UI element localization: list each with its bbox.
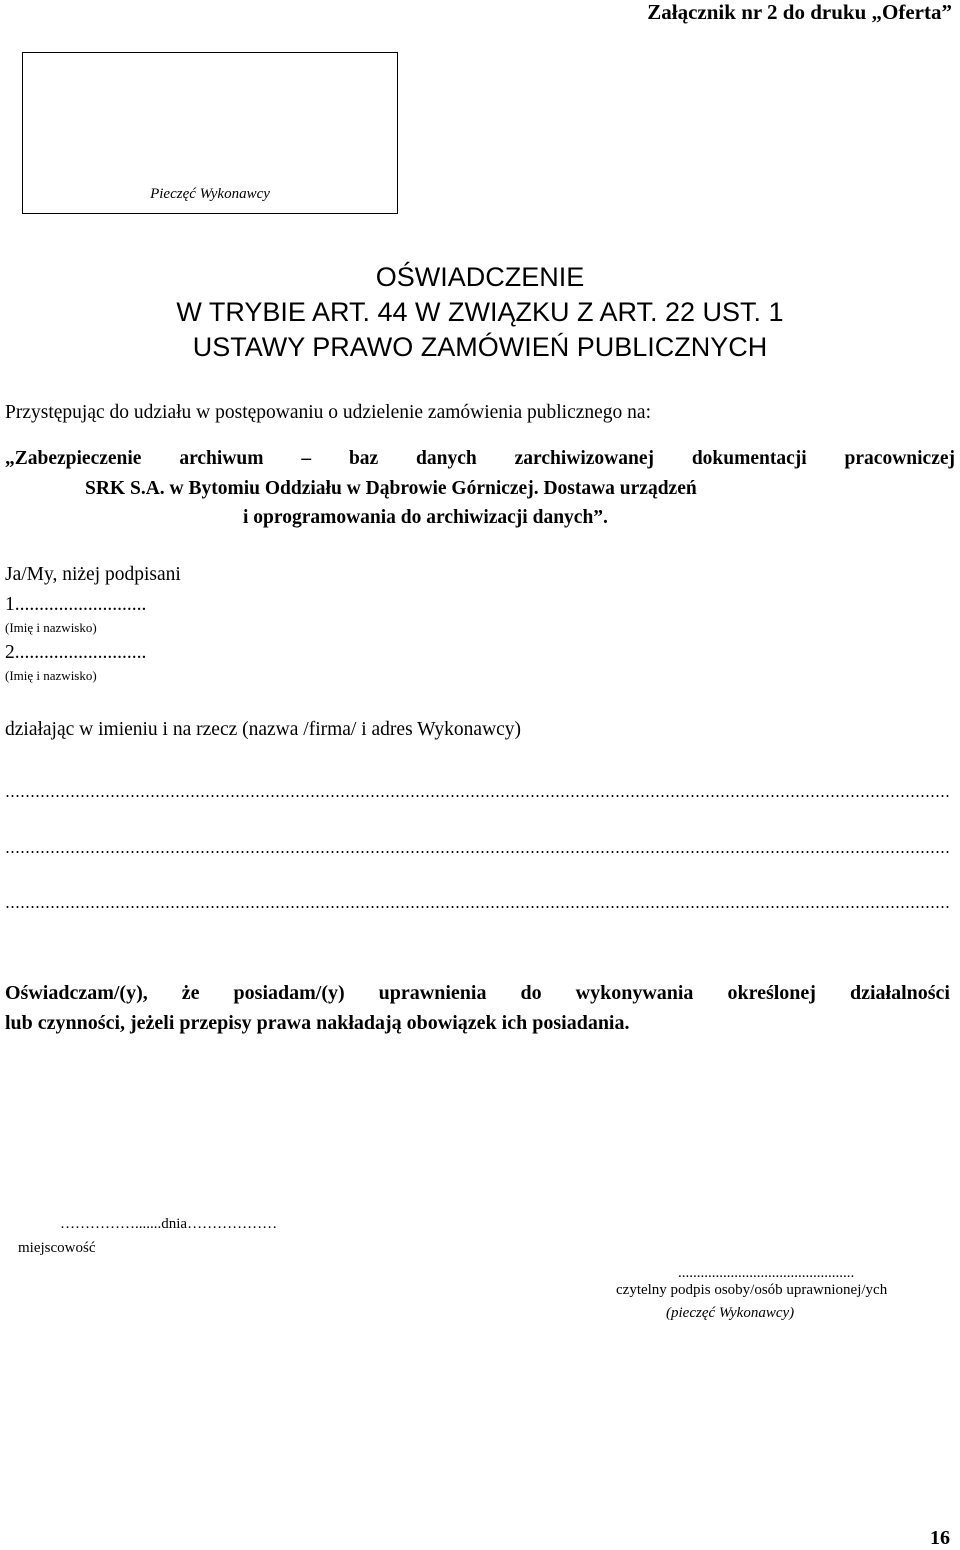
contractor-name-line-1[interactable] [5,795,950,797]
contractor-stamp-box [22,52,398,214]
signatory-2-field[interactable]: 2........................... [5,642,147,663]
signatory-1-field[interactable]: 1........................... [5,594,147,615]
document-title: OŚWIADCZENIE [375,262,585,292]
procurement-subject-line3: i oprogramowania do archiwizacji danych”. [243,507,608,528]
stamp-label: Pieczęć Wykonawcy [150,186,270,202]
signature-field[interactable]: ............................................... [678,1265,855,1281]
document-title-line2: W TRYBIE ART. 44 W ZWIĄZKU Z ART. 22 UST. 1 [176,297,784,327]
statement-line1: Oświadczam/(y), że posiadam/(y) uprawnienia do wykonywania określonej działalności [5,982,950,1004]
signature-label: czytelny podpis osoby/osób uprawnionej/ych [616,1282,888,1298]
statement-line2: lub czynności, jeżeli przepisy prawa nakładają obowiązek ich posiadania. [5,1012,630,1034]
place-date-field[interactable]: …………….......dnia……………… [60,1216,278,1232]
procurement-subject-line1: „Zabezpieczenie archiwum – baz danych zarchiwizowanej dokumentacji pracowniczej [5,448,955,469]
contractor-stamp-hint: (pieczęć Wykonawcy) [666,1305,795,1321]
contractor-name-line-2[interactable] [5,851,950,853]
signatory-1-hint: (Imię i nazwisko) [5,620,97,635]
intro-text: Przystępując do udziału w postępowaniu o udzielenie zamówienia publicznego na: [5,402,652,423]
document-title-line3: USTAWY PRAWO ZAMÓWIEŃ PUBLICZNYCH [192,332,768,362]
attachment-title: Załącznik nr 2 do druku „Oferta” [647,0,952,24]
page-number: 16 [930,1527,950,1549]
signatories-heading: Ja/My, niżej podpisani [5,564,181,585]
place-hint: miejscowość [18,1240,96,1256]
contractor-name-line-3[interactable] [5,906,950,908]
signatory-2-hint: (Imię i nazwisko) [5,668,97,683]
procurement-subject-line2: SRK S.A. w Bytomiu Oddziału w Dąbrowie Górniczej. Dostawa urządzeń [85,478,697,499]
acting-on-behalf-text: działając w imieniu i na rzecz (nazwa /firma/ i adres Wykonawcy) [5,719,522,740]
